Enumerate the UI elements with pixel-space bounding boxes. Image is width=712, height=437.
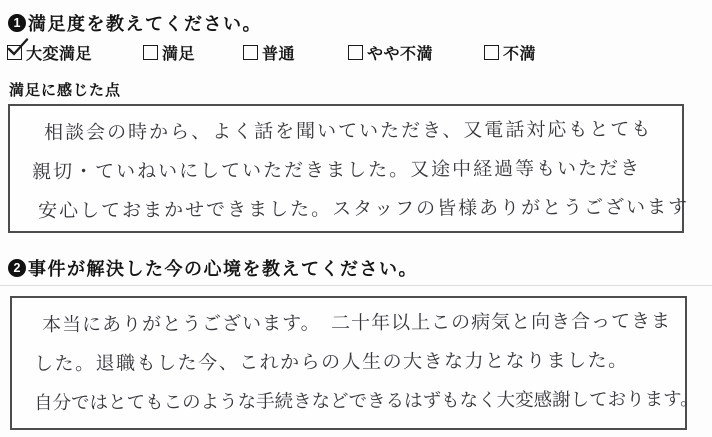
handwritten-line: 本当にありがとうございます。 二十年以上この病気と向き合ってきま — [42, 310, 672, 336]
checkbox[interactable] — [143, 45, 158, 60]
option-label: 普通 — [262, 46, 296, 63]
satisfaction-option[interactable] — [7, 41, 92, 64]
checkbox[interactable] — [348, 45, 363, 60]
checkbox[interactable] — [484, 45, 499, 60]
answer1-label: 満足に感じた点 — [9, 83, 122, 99]
answer1-handwriting — [10, 106, 690, 231]
question1-heading — [8, 10, 262, 36]
checkbox[interactable] — [7, 45, 22, 60]
satisfaction-option[interactable] — [348, 41, 433, 64]
question1-title-text: 満足度を教えてください。 — [28, 14, 262, 34]
divider-line — [0, 285, 712, 286]
satisfaction-option[interactable] — [243, 41, 295, 64]
option-label: 満足 — [162, 46, 196, 63]
option-label: やや不満 — [367, 46, 434, 63]
handwritten-line: 相談会の時から、よく話を聞いていただき、又電話対応もとても — [44, 118, 653, 144]
satisfaction-option[interactable] — [484, 41, 536, 64]
answer2-box — [10, 296, 699, 430]
question2-heading — [8, 255, 418, 281]
question2-title-text: 事件が解決した今の心境を教えてください。 — [28, 259, 418, 279]
option-label: 不満 — [503, 46, 537, 63]
option-label: 大変満足 — [26, 46, 93, 63]
handwritten-line: した。退職もした今、これからの人生の大きな力となりました。 — [34, 349, 629, 375]
answer1-box — [8, 104, 690, 233]
answer2-handwriting — [12, 298, 699, 423]
question2-number-badge: 2 — [8, 259, 26, 277]
handwritten-line: 自分ではとてもこのような手続きなどできるはずもなく大変感謝しております。 — [34, 388, 699, 414]
handwritten-line: 親切・ていねいにしていただきました。又途中経過等もいただき — [32, 157, 642, 183]
checkbox[interactable] — [243, 45, 258, 60]
satisfaction-option[interactable] — [143, 41, 195, 64]
question1-number-badge: 1 — [8, 14, 26, 32]
handwritten-line: 安心しておまかせできました。スタッフの皆様ありがとうございます — [38, 195, 690, 222]
